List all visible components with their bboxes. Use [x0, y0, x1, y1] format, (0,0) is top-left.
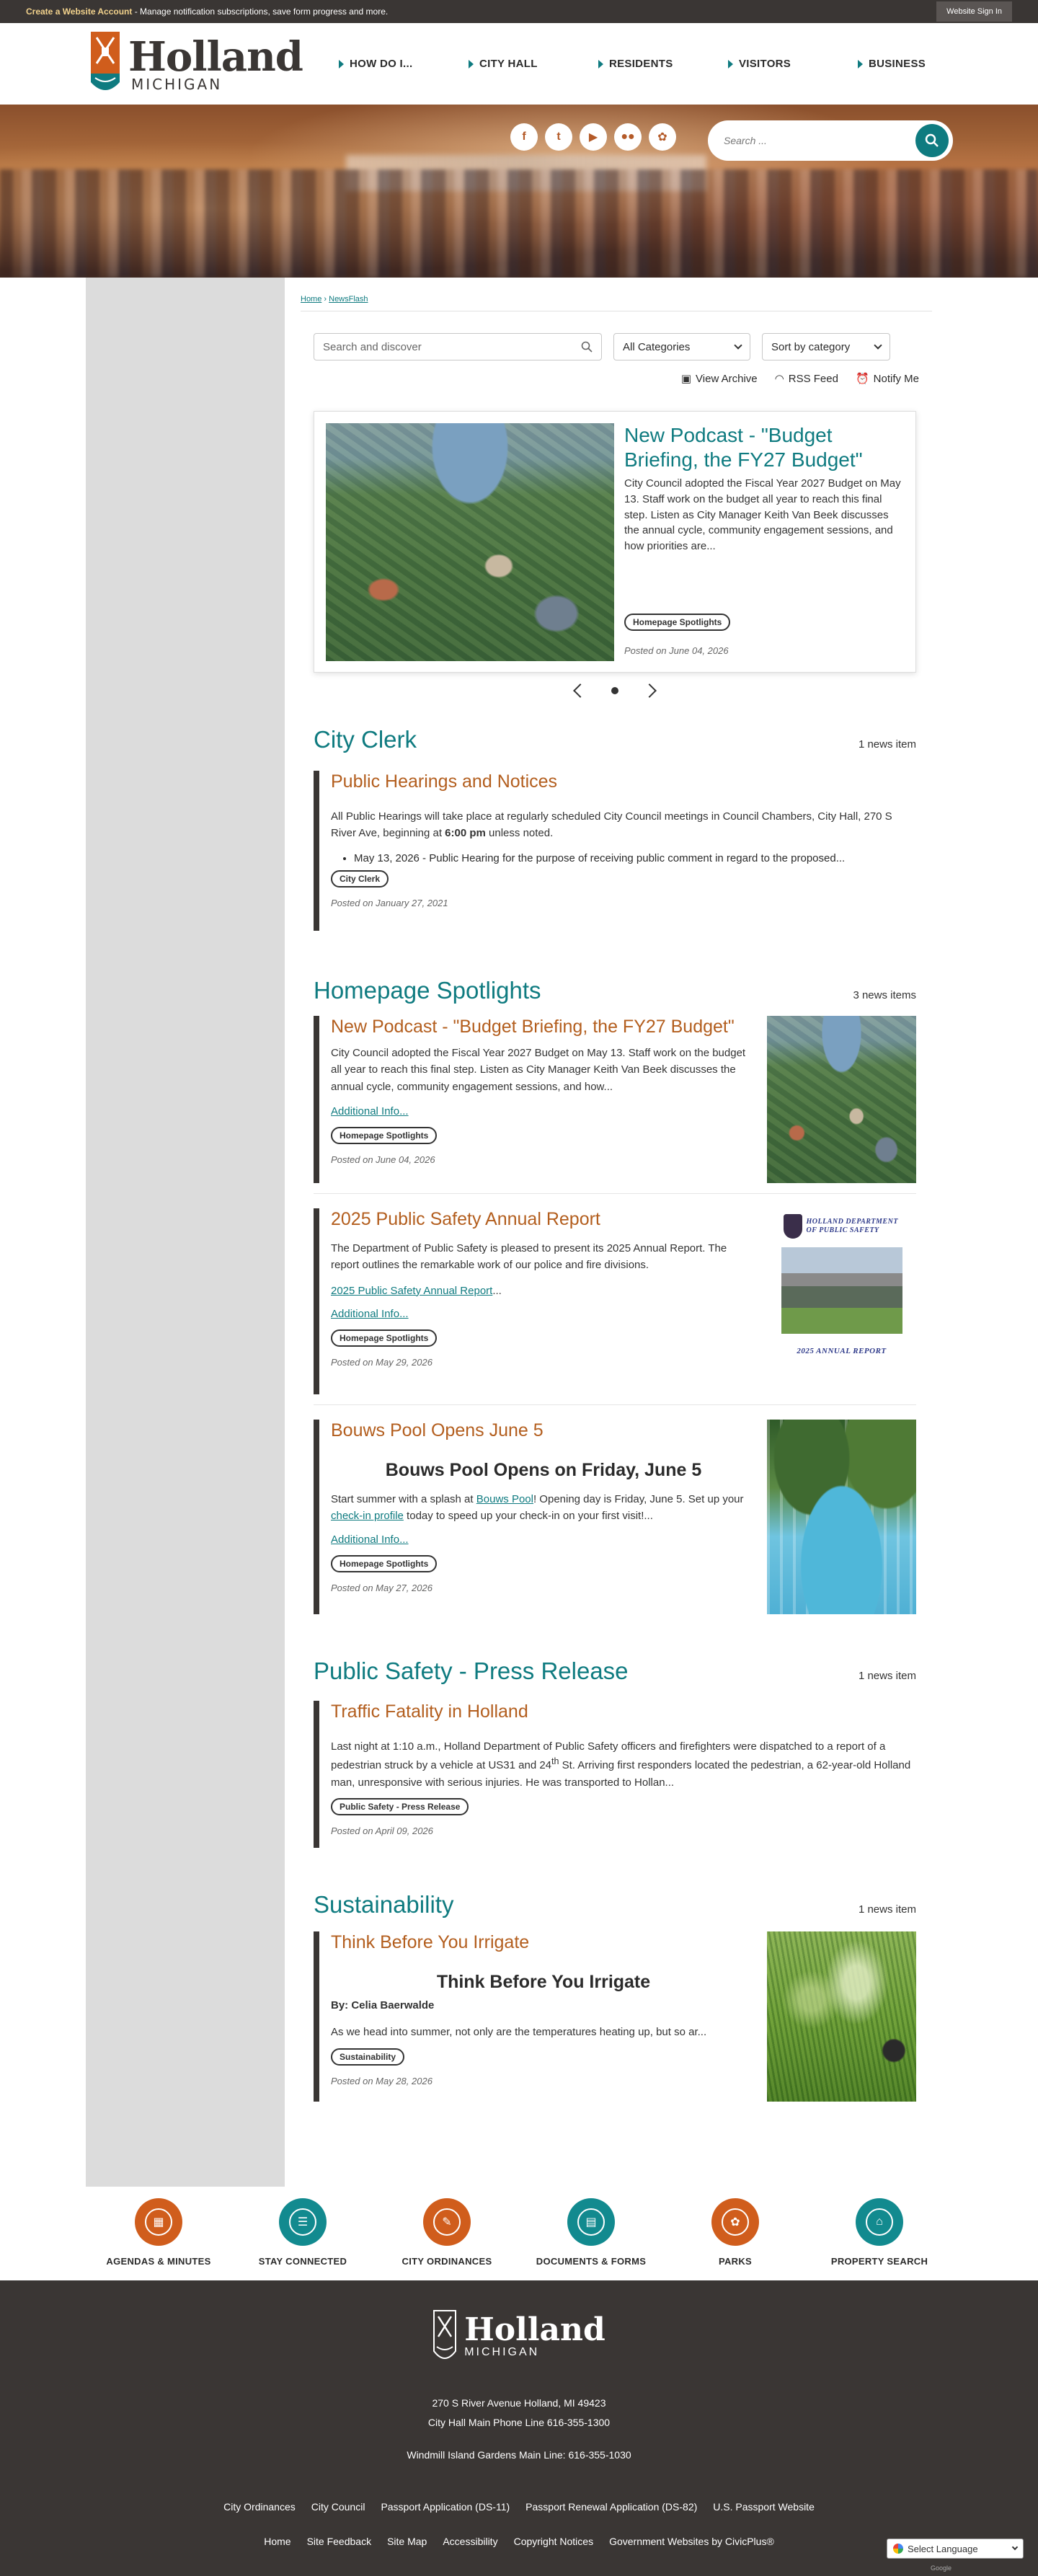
sprinkler-photo-thumbnail[interactable] — [767, 1931, 916, 2102]
social-links — [510, 123, 676, 151]
breadcrumb — [301, 295, 932, 311]
create-account-notice[interactable] — [26, 6, 388, 17]
quicklink-property-search[interactable] — [807, 2198, 952, 2280]
section-city-clerk — [314, 726, 916, 931]
section-title[interactable]: Sustainability — [314, 1891, 454, 1918]
nav-label: RESIDENTS — [608, 58, 673, 70]
footer-link-site-feedback[interactable]: Site Feedback — [306, 2536, 372, 2548]
quicklink-agendas-minutes[interactable] — [86, 2198, 231, 2280]
feed-tools — [301, 372, 919, 385]
news-item-bullets — [354, 852, 916, 864]
quick-links — [0, 2187, 1038, 2280]
site-search-input[interactable]: Search ... — [724, 135, 767, 146]
content-area — [0, 278, 1038, 2187]
news-item-tag[interactable]: Sustainability — [331, 2048, 404, 2066]
footer-logo[interactable] — [432, 2309, 606, 2364]
quicklink-circle — [279, 2198, 327, 2246]
site-header — [0, 23, 1038, 105]
sort-select-value: Sort by category — [771, 340, 851, 353]
news-item — [314, 771, 916, 931]
news-item-tag[interactable]: Homepage Spotlights — [331, 1127, 437, 1144]
annual-report-thumbnail[interactable] — [767, 1208, 916, 1394]
quicklink-circle — [423, 2198, 471, 2246]
left-sidebar — [86, 278, 285, 2187]
footer-link-city-ordinances[interactable]: City Ordinances — [223, 2501, 296, 2513]
powered-by-google: Google — [930, 2564, 952, 2572]
news-item-thumbnail[interactable] — [767, 1016, 916, 1183]
section-count: 1 news item — [858, 1670, 916, 1682]
site-footer — [0, 2280, 1038, 2576]
report-link-line: 2025 Public Safety Annual Report... — [331, 1284, 502, 1297]
quicklink-label: STAY CONNECTED — [258, 2256, 347, 2267]
news-item-posted-date: Posted on June 04, 2026 — [331, 1154, 435, 1165]
news-item-heading: Bouws Pool Opens on Friday, June 5 — [385, 1460, 702, 1480]
additional-info-link[interactable]: Additional Info... — [331, 1105, 409, 1117]
city-logo[interactable] — [91, 32, 303, 97]
holland-shield-icon — [432, 2309, 457, 2364]
create-account-link[interactable]: Create a Website Account — [26, 6, 133, 17]
calendar-icon: ▦ — [145, 2208, 172, 2236]
create-account-description: - Manage notification subscriptions, save form progress and more. — [132, 6, 389, 17]
logo-state-name: MICHIGAN — [131, 75, 223, 93]
twitter-icon[interactable]: t — [545, 123, 572, 151]
clipboard-icon: ▤ — [577, 2208, 605, 2236]
language-select-value: Select Language — [908, 2543, 978, 2554]
footer-address: 270 S River Avenue Holland, MI 49423 — [432, 2397, 606, 2409]
section-title[interactable]: Public Safety - Press Release — [314, 1657, 629, 1684]
section-title[interactable]: City Clerk — [314, 726, 417, 753]
news-item-summary: The Department of Public Safety is pleased to present its 2025 Annual Report. The report outlines the remarkable work of our police and fire divisions. — [331, 1242, 727, 1272]
breadcrumb-newsflash[interactable]: NewsFlash — [329, 295, 368, 304]
chevron-down-icon — [734, 341, 742, 349]
footer-link-copyright-notices[interactable]: Copyright Notices — [513, 2536, 594, 2548]
carousel-prev-icon[interactable] — [573, 683, 587, 698]
hero-crowd-photo — [0, 169, 1038, 278]
footer-link-passport-application[interactable]: Passport Application (DS-11) — [381, 2501, 510, 2513]
news-item-byline: By: Celia Baerwalde — [331, 1999, 435, 2011]
nav-visitors[interactable] — [721, 58, 851, 70]
section-sustainability — [314, 1891, 916, 2102]
additional-info-link[interactable]: Additional Info... — [331, 1533, 409, 1546]
rss-feed-link[interactable] — [775, 372, 838, 385]
news-item-summary: Start summer with a splash at Bouws Pool! Opening day is Friday, June 5. Set up your check-in profile today to speed up your check-in on your first visit!... — [331, 1493, 744, 1523]
carousel-next-icon[interactable] — [642, 683, 657, 698]
category-select-value: All Categories — [623, 340, 691, 353]
footer-link-civicplus[interactable]: Government Websites by CivicPlus® — [609, 2536, 774, 2548]
flickr-icon[interactable]: ●● — [614, 123, 642, 151]
view-archive-label: View Archive — [696, 372, 758, 385]
check-in-profile-link[interactable]: check-in profile — [331, 1510, 404, 1523]
quicklink-label: DOCUMENTS & FORMS — [536, 2256, 647, 2267]
quicklink-label: CITY ORDINANCES — [402, 2256, 492, 2267]
list-item: • May 13, 2026 - Public Hearing for the purpose of receiving public comment in regard to the proposed... — [354, 852, 916, 864]
breadcrumb-separator: › — [321, 295, 329, 304]
news-item-tag[interactable]: City Clerk — [331, 870, 389, 888]
website-sign-in-button[interactable]: Website Sign In — [936, 1, 1012, 22]
section-count: 1 news item — [858, 738, 916, 751]
notify-me-link[interactable] — [856, 372, 919, 385]
carousel-slide-body — [624, 423, 904, 660]
quicklink-circle — [856, 2198, 903, 2246]
news-item-title[interactable]: Bouws Pool Opens June 5 — [331, 1420, 544, 1440]
divider — [314, 1404, 916, 1405]
hero-banner — [0, 105, 1038, 278]
nav-label: HOW DO I... — [349, 58, 413, 70]
rss-icon: ◠ — [774, 373, 784, 385]
nav-how-do-i[interactable] — [332, 58, 461, 70]
pool-photo-thumbnail[interactable] — [767, 1420, 916, 1614]
search-icon — [581, 341, 593, 353]
news-item-title[interactable]: 2025 Public Safety Annual Report — [331, 1209, 600, 1229]
news-item-title[interactable]: New Podcast - "Budget Briefing, the FY27 Budget" — [331, 1017, 735, 1037]
quicklink-label: PARKS — [718, 2256, 753, 2267]
footer-link-home[interactable]: Home — [264, 2536, 291, 2548]
chevron-down-icon — [1012, 2544, 1018, 2550]
quicklink-documents-forms[interactable] — [519, 2198, 663, 2280]
news-item — [314, 1931, 916, 2102]
quicklink-stay-connected[interactable] — [231, 2198, 375, 2280]
archive-icon: ▣ — [680, 373, 692, 385]
annual-report-link[interactable]: 2025 Public Safety Annual Report — [331, 1284, 493, 1297]
language-select[interactable] — [887, 2539, 1024, 2559]
section-count: 3 news items — [853, 989, 916, 1001]
notify-me-label: Notify Me — [873, 372, 919, 385]
house-icon: ⌂ — [866, 2208, 893, 2236]
nav-label: BUSINESS — [868, 58, 926, 70]
alarm-icon: ⏰ — [855, 373, 869, 385]
news-item-tag[interactable]: Homepage Spotlights — [331, 1555, 437, 1572]
report-thumb-footer: 2025 ANNUAL REPORT — [797, 1347, 887, 1355]
nav-arrow-icon — [728, 60, 733, 68]
sort-select[interactable] — [762, 333, 890, 360]
rss-feed-label: RSS Feed — [788, 372, 838, 385]
view-archive-link[interactable] — [681, 372, 758, 385]
main-content — [285, 278, 939, 2187]
carousel-summary: City Council adopted the Fiscal Year 2027 Budget on May 13. Staff work on the budget all year to reach this final step. Listen as City Manager Keith Van Beek discusses the annual cycle, community engagement sessions, and how priorities are... — [624, 477, 901, 553]
featured-carousel — [314, 411, 916, 673]
news-item — [314, 1701, 916, 1848]
quicklink-city-ordinances[interactable] — [375, 2198, 519, 2280]
news-search-input[interactable] — [314, 333, 602, 360]
footer-links-primary — [0, 2501, 1038, 2513]
google-translate-icon — [893, 2544, 903, 2554]
nav-residents[interactable] — [591, 58, 721, 70]
search-icon — [925, 133, 939, 148]
news-item-summary: City Council adopted the Fiscal Year 2027 Budget on May 13. Staff work on the budget all year to reach this final step. Listen as City Manager Keith Van Beek discusses the annual cycle, community engagement sessions, and how... — [331, 1047, 746, 1093]
news-item-summary: As we head into summer, not only are the temperatures heating up, but so ar... — [331, 2026, 707, 2039]
site-search-box[interactable] — [708, 120, 953, 161]
news-item-posted-date: Posted on May 27, 2026 — [331, 1582, 432, 1593]
nav-city-hall[interactable] — [461, 58, 591, 70]
news-item-summary: All Public Hearings will take place at regularly scheduled City Council meetings in Council Chambers, City Hall, 270 S River Ave, beginning at 6:00 pm unless noted. — [331, 810, 892, 840]
news-item-tag[interactable]: Public Safety - Press Release — [331, 1798, 469, 1815]
footer-state-name: MICHIGAN — [464, 2346, 540, 2358]
youtube-icon[interactable]: ▶ — [580, 123, 607, 151]
quicklink-circle — [711, 2198, 759, 2246]
nav-arrow-icon — [598, 60, 603, 68]
footer-link-us-passport-website[interactable]: U.S. Passport Website — [713, 2501, 815, 2513]
news-filters — [314, 333, 939, 360]
carousel-title[interactable]: New Podcast - "Budget Briefing, the FY27 Budget" — [624, 424, 863, 471]
footer-link-city-council[interactable]: City Council — [311, 2501, 365, 2513]
footer-link-accessibility[interactable]: Accessibility — [443, 2536, 498, 2548]
nav-arrow-icon — [858, 60, 863, 68]
news-item — [314, 1420, 916, 1614]
quicklink-label: AGENDAS & MINUTES — [106, 2256, 211, 2267]
quicklink-label: PROPERTY SEARCH — [830, 2256, 928, 2267]
main-navigation — [332, 58, 980, 70]
news-item-tag[interactable]: Homepage Spotlights — [331, 1329, 437, 1347]
footer-link-passport-renewal[interactable]: Passport Renewal Application (DS-82) — [525, 2501, 698, 2513]
category-select[interactable] — [613, 333, 750, 360]
news-item-posted-date: Posted on April 09, 2026 — [331, 1825, 433, 1836]
carousel-dot[interactable] — [611, 687, 618, 694]
footer-contact — [0, 2394, 1038, 2432]
chevron-down-icon — [874, 341, 882, 349]
quicklink-circle — [567, 2198, 615, 2246]
news-item-posted-date: Posted on May 29, 2026 — [331, 1356, 432, 1368]
breadcrumb-home[interactable]: Home — [301, 295, 322, 304]
news-item-title[interactable]: Public Hearings and Notices — [331, 771, 558, 792]
news-item-posted-date: Posted on January 27, 2021 — [331, 897, 448, 908]
nav-arrow-icon — [339, 60, 344, 68]
news-item-posted-date: Posted on May 28, 2026 — [331, 2075, 432, 2086]
news-item — [314, 1208, 916, 1394]
nav-arrow-icon — [469, 60, 474, 68]
footer-city-name: Holland — [464, 2311, 606, 2348]
section-title[interactable]: Homepage Spotlights — [314, 977, 541, 1004]
report-thumb-title: HOLLAND DEPARTMENT OF PUBLIC SAFETY — [806, 1217, 898, 1234]
holland-shield-icon — [91, 32, 120, 97]
additional-info-link[interactable]: Additional Info... — [331, 1307, 409, 1320]
footer-link-site-map[interactable]: Site Map — [387, 2536, 427, 2548]
logo-city-name: Holland — [128, 32, 303, 81]
tulip-icon: ✿ — [722, 2208, 749, 2236]
document-icon: ✎ — [433, 2208, 461, 2236]
section-public-safety-press-release — [314, 1657, 916, 1848]
carousel-category-tag[interactable]: Homepage Spotlights — [624, 614, 730, 631]
chat-icon: ☰ — [289, 2208, 316, 2236]
carousel-controls — [301, 686, 929, 696]
footer-links-secondary — [0, 2536, 1038, 2547]
footer-phone: City Hall Main Phone Line 616-355-1300 — [427, 2416, 611, 2428]
news-item-summary: Last night at 1:10 a.m., Holland Department of Public Safety officers and firefighters were dispatched to a report of a pedestrian struck by a vehicle at US31 and 24th St. Arriving first responders located the pedestrian, a 62-year-old Holland man, unresponsive with serious injuries. He was transported to Hollan... — [331, 1740, 911, 1789]
nav-label: CITY HALL — [479, 58, 538, 70]
news-search-placeholder: Search and discover — [323, 340, 422, 353]
quicklink-parks[interactable] — [663, 2198, 807, 2280]
aerial-city-photo[interactable] — [326, 423, 614, 661]
search-button[interactable] — [915, 124, 949, 157]
public-safety-badge-icon — [784, 1214, 802, 1239]
news-item-title[interactable]: Think Before You Irrigate — [331, 1932, 530, 1952]
section-count: 1 news item — [858, 1903, 916, 1916]
news-item — [314, 1016, 916, 1183]
nav-business[interactable] — [851, 58, 980, 70]
nav-label: VISITORS — [738, 58, 791, 70]
carousel-posted-date: Posted on June 04, 2026 — [624, 645, 729, 656]
tulip-social-icon[interactable]: ✿ — [649, 123, 676, 151]
divider — [314, 1193, 916, 1194]
bouws-pool-link[interactable]: Bouws Pool — [476, 1493, 533, 1505]
utility-bar — [0, 0, 1038, 23]
section-homepage-spotlights — [314, 977, 916, 1614]
facebook-icon[interactable]: f — [510, 123, 538, 151]
news-item-heading: Think Before You Irrigate — [436, 1972, 651, 1992]
news-item-title[interactable]: Traffic Fatality in Holland — [331, 1701, 528, 1722]
quicklink-circle — [135, 2198, 182, 2246]
public-safety-building-photo — [781, 1247, 902, 1334]
footer-windmill-phone: Windmill Island Gardens Main Line: 616-355-1030 — [407, 2449, 631, 2461]
